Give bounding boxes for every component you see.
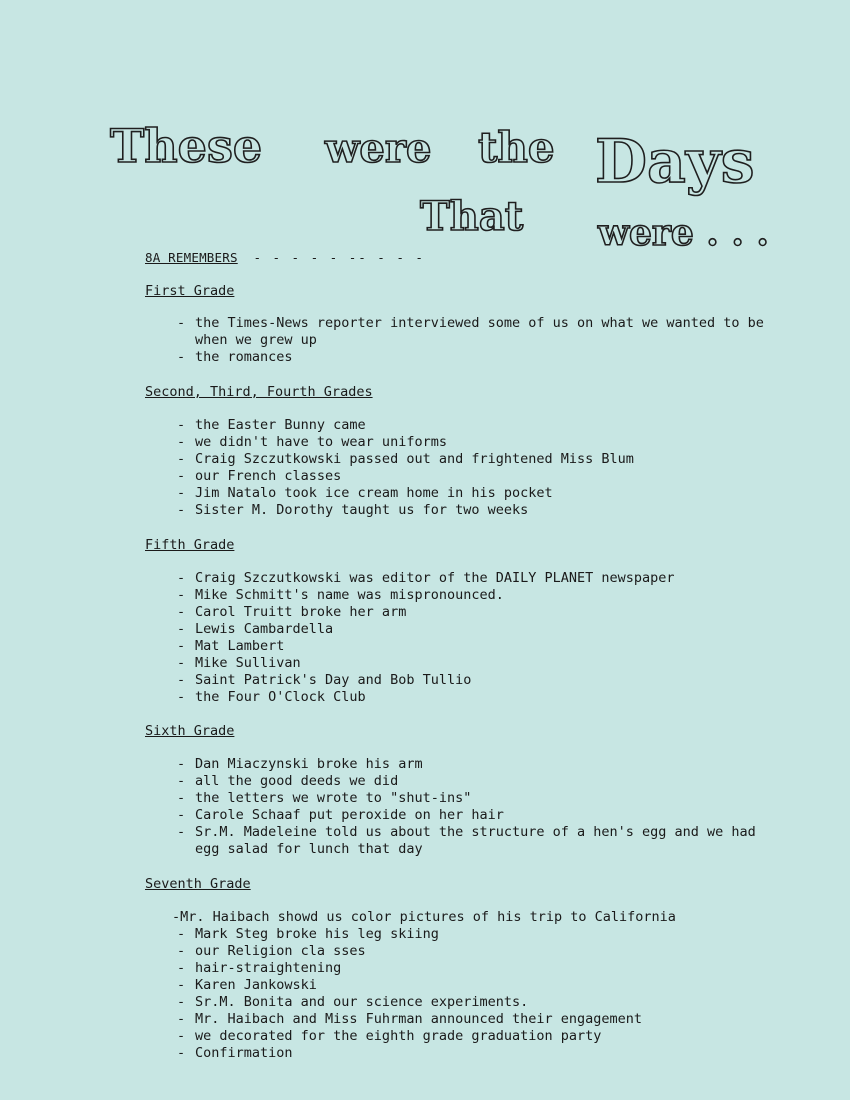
list-item: - all the good deeds we did [177,773,399,789]
title-word-that: That [420,193,524,240]
section-seventh-grade [145,876,676,1062]
list-item: - Lewis Cambardella [177,621,334,637]
list-item: - the Four O'Clock Club [177,689,366,705]
list-item: - we decorated for the eighth grade graduation party [177,1028,602,1044]
list-item: - Saint Patrick's Day and Bob Tullio [177,672,472,688]
list-item: - Sr.M. Madeleine told us about the structure of a hen's egg and we had egg salad for lunch that day [177,824,756,857]
list-item: - Mark Steg broke his leg skiing [177,926,439,942]
section-title: First Grade [145,283,235,299]
list-item: - the romances [177,349,293,365]
section-items [145,756,756,858]
subtitle-main: 8A REMEMBERS [145,250,238,265]
list-item: - Mat Lambert [177,638,285,654]
list-item: - Mike Schmitt's name was mispronounced. [177,587,504,603]
list-item: - Carole Schaaf put peroxide on her hair [177,807,504,823]
subtitle [145,250,425,265]
list-item: - Jim Natalo took ice cream home in his pocket [177,485,553,501]
section-fifth-grade [145,537,675,706]
subtitle-dashes: - - - - - -- - - - [253,250,425,265]
list-item: - our French classes [177,468,342,484]
list-item: - Craig Szczutkowski passed out and frightened Miss Blum [177,451,634,467]
list-item: - hair-straightening [177,960,342,976]
section-items [145,909,676,1062]
list-item: - Sister M. Dorothy taught us for two weeks [177,502,529,518]
list-item: - the Easter Bunny came [177,417,366,433]
list-item: - the Times-News reporter interviewed some of us on what we wanted to be when we grew up [177,315,764,348]
list-item: -Mr. Haibach showd us color pictures of his trip to California [172,909,676,925]
handwritten-title [100,100,820,270]
list-item: - Mike Sullivan [177,655,301,671]
list-item: - Confirmation [177,1045,293,1061]
section-items [145,315,764,366]
section-title: Second, Third, Fourth Grades [145,384,373,400]
title-word-were: were [325,125,432,172]
section-sixth-grade [145,723,756,858]
list-item: - Karen Jankowski [177,977,317,993]
list-item: - the letters we wrote to "shut-ins" [177,790,472,806]
section-items [145,417,634,519]
section-title: Seventh Grade [145,876,251,892]
list-item: - Carol Truitt broke her arm [177,604,407,620]
section-first-grade [145,283,764,366]
title-word-the: the [478,123,555,172]
section-second-third-fourth [145,384,634,519]
section-title: Fifth Grade [145,537,235,553]
title-word-these: These [110,119,263,173]
list-item: - Craig Szczutkowski was editor of the DAILY PLANET newspaper [177,570,675,586]
list-item: - Dan Miaczynski broke his arm [177,756,423,772]
title-word-were-trailing: were . . . [598,212,769,254]
list-item: - Sr.M. Bonita and our science experiments. [177,994,529,1010]
list-item: - we didn't have to wear uniforms [177,434,447,450]
title-word-days: Days [595,127,755,197]
list-item: - our Religion cla sses [177,943,366,959]
section-title: Sixth Grade [145,723,235,739]
section-items [145,570,675,706]
list-item: - Mr. Haibach and Miss Fuhrman announced their engagement [177,1011,643,1027]
